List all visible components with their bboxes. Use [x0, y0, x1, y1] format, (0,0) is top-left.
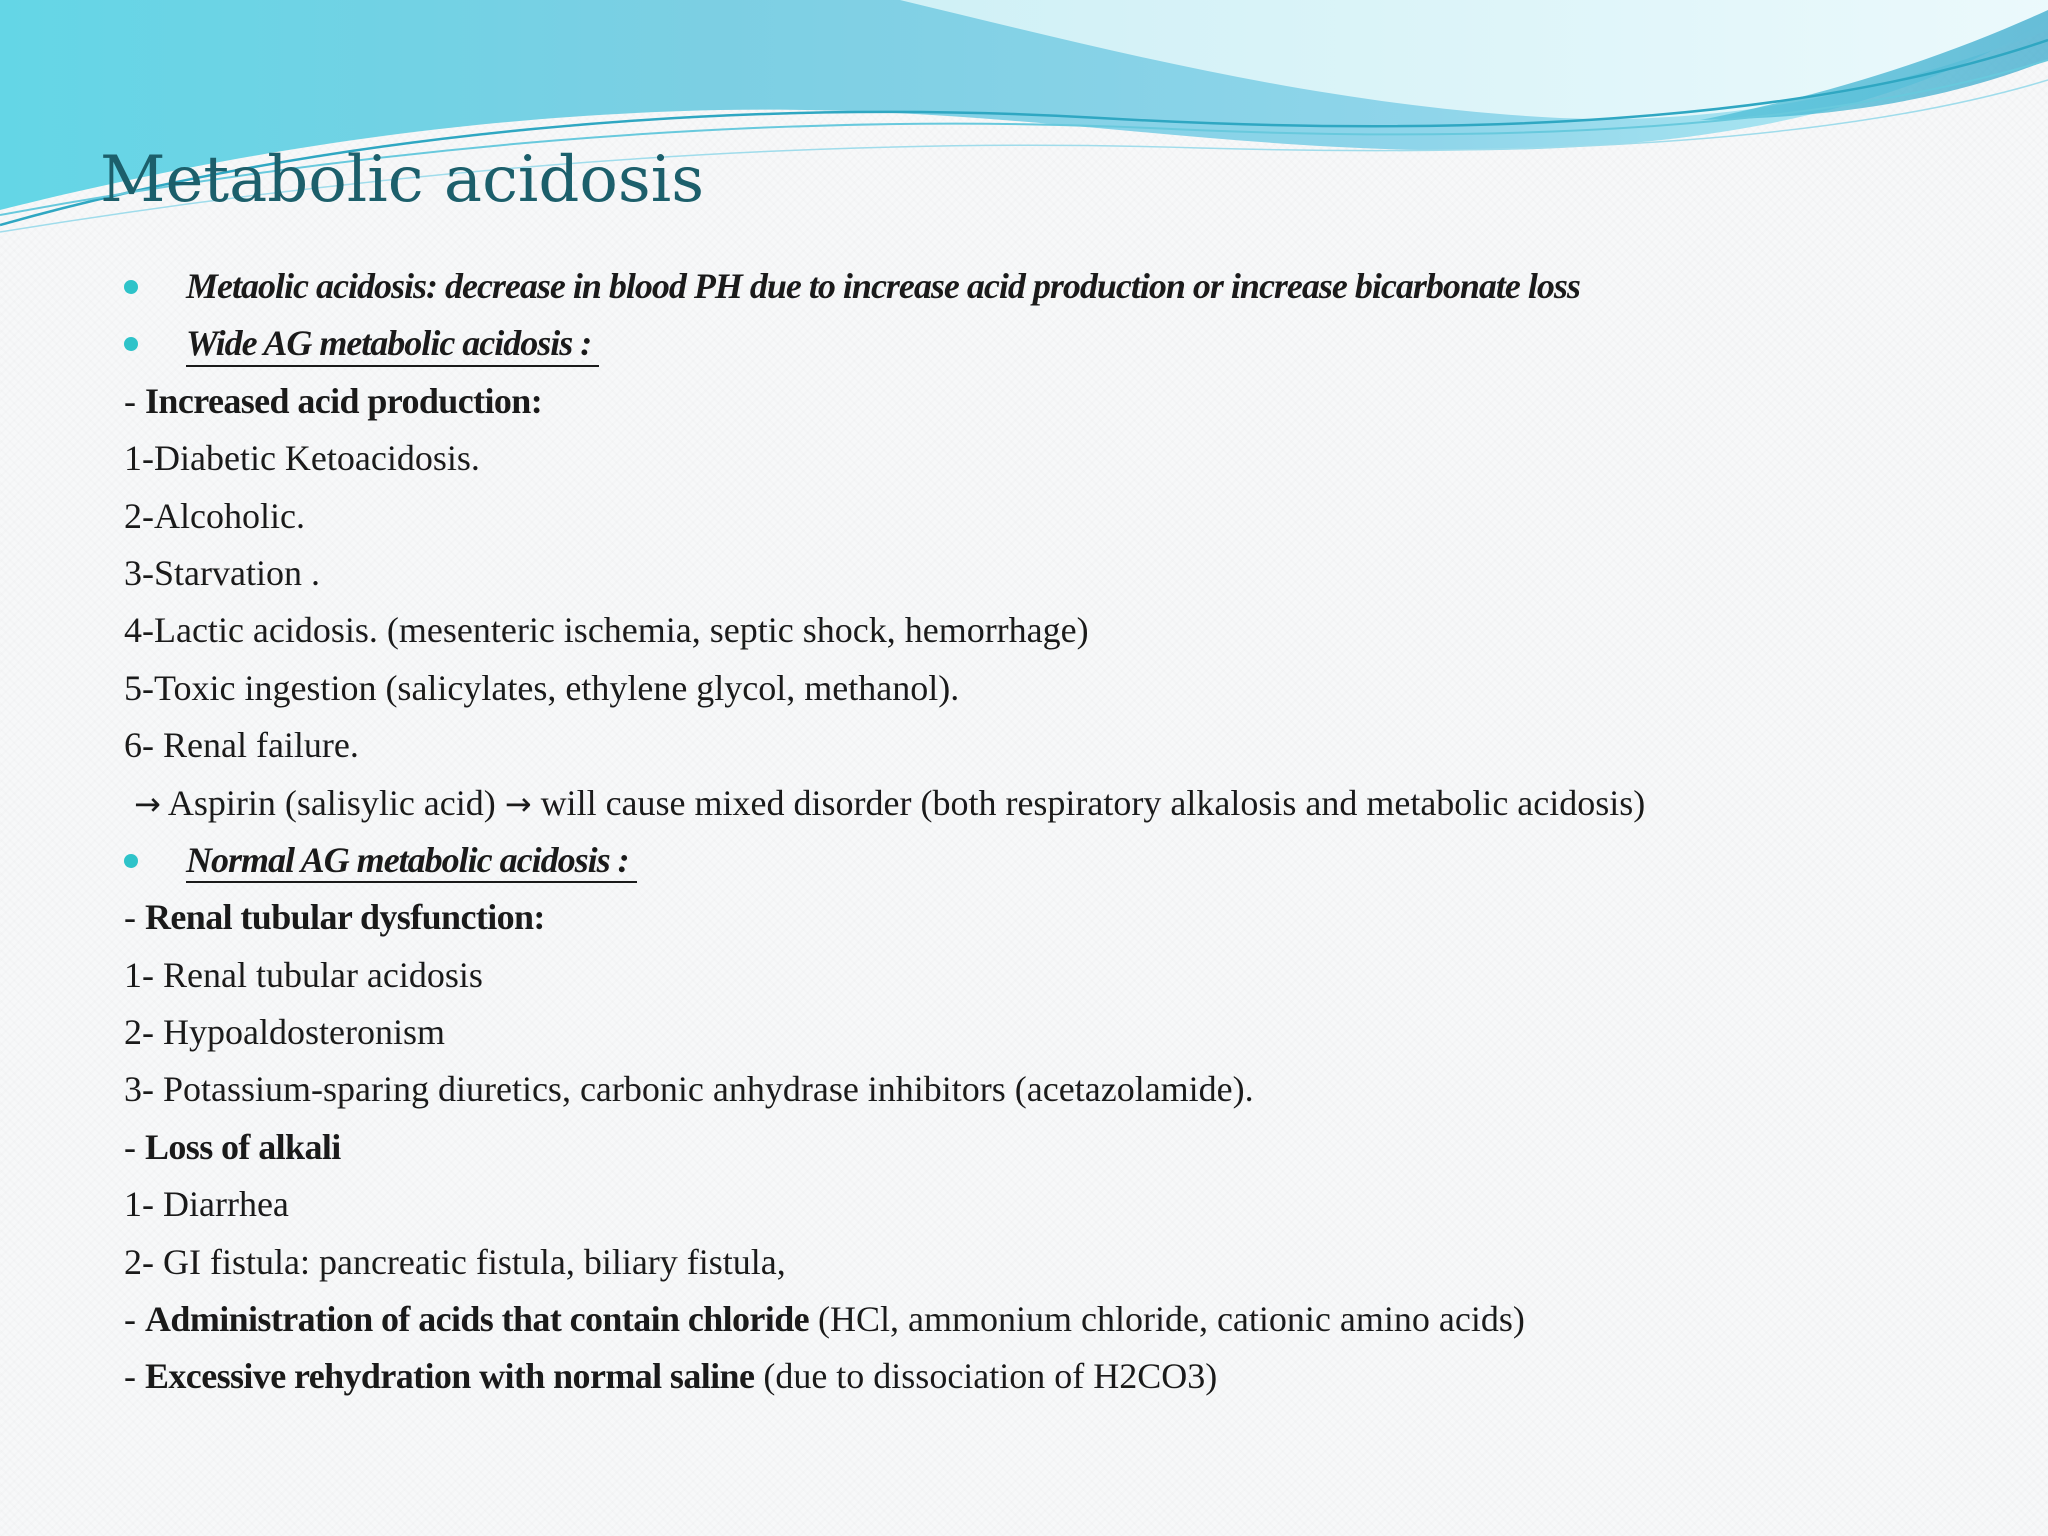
- acids-chloride-line: [124, 1291, 2004, 1348]
- list-item: 2- Hypoaldosteronism: [124, 1012, 445, 1053]
- dash-prefix: -: [124, 1299, 145, 1340]
- dash-prefix: -: [124, 1356, 145, 1397]
- renal-tubular-heading: [124, 889, 2004, 946]
- list-item: 2- GI fistula: pancreatic fistula, biliary fistula,: [124, 1241, 786, 1282]
- aspirin-note: [124, 775, 2004, 832]
- list-item: 6- Renal failure.: [124, 725, 359, 766]
- list-item: 4-Lactic acidosis. (mesenteric ischemia, septic shock, hemorrhage): [124, 610, 1089, 651]
- dash-prefix: -: [124, 380, 145, 421]
- dash-prefix: -: [124, 1126, 145, 1167]
- loss-alkali-label: Loss of alkali: [145, 1126, 341, 1167]
- bullet-dot-icon: [124, 854, 138, 868]
- list-item: 1-Diabetic Ketoacidosis.: [124, 438, 480, 479]
- bullet-wide-ag: [124, 315, 2004, 372]
- increased-acid-label: Increased acid production:: [145, 380, 543, 421]
- aspirin-note-part2: will cause mixed disorder (both respiratory alkalosis and metabolic acidosis): [531, 782, 1646, 823]
- aspirin-note-part1: Aspirin (salisylic acid): [160, 782, 505, 823]
- dash-prefix: -: [124, 897, 145, 938]
- list-item: 3- Potassium-sparing diuretics, carbonic anhydrase inhibitors (acetazolamide).: [124, 1069, 1254, 1110]
- normal-ag-heading: Normal AG metabolic acidosis :: [186, 840, 637, 883]
- right-arrow-icon: →: [504, 784, 532, 823]
- slide-title: Metabolic acidosis: [100, 143, 705, 217]
- right-arrow-icon: →: [134, 784, 161, 823]
- list-item: 5-Toxic ingestion (salicylates, ethylene glycol, methanol).: [124, 667, 960, 708]
- saline-label: Excessive rehydration with normal saline: [145, 1356, 755, 1397]
- saline-detail: (due to dissociation of H2CO3): [754, 1356, 1218, 1397]
- saline-line: [124, 1348, 2004, 1405]
- list-item: 1- Renal tubular acidosis: [124, 954, 483, 995]
- definition-text: Metaolic acidosis: decrease in blood PH due to increase acid production or increase bicarbonate loss: [186, 266, 1580, 306]
- bullet-dot-icon: [124, 280, 138, 294]
- bullet-dot-icon: [124, 337, 138, 351]
- acids-chloride-detail: (HCl, ammonium chloride, cationic amino acids): [809, 1299, 1525, 1340]
- bullet-normal-ag: [124, 832, 2004, 889]
- acids-chloride-label: Administration of acids that contain chloride: [145, 1299, 810, 1340]
- renal-tubular-label: Renal tubular dysfunction:: [145, 897, 545, 938]
- bullet-definition: [124, 258, 2004, 315]
- list-item: 2-Alcoholic.: [124, 495, 305, 536]
- list-item: 3-Starvation .: [124, 552, 320, 593]
- increased-acid-heading: [124, 373, 2004, 430]
- list-item: 1- Diarrhea: [124, 1184, 289, 1225]
- slide-content: [124, 258, 2004, 1406]
- loss-alkali-heading: [124, 1119, 2004, 1176]
- wide-ag-heading: Wide AG metabolic acidosis :: [186, 323, 599, 366]
